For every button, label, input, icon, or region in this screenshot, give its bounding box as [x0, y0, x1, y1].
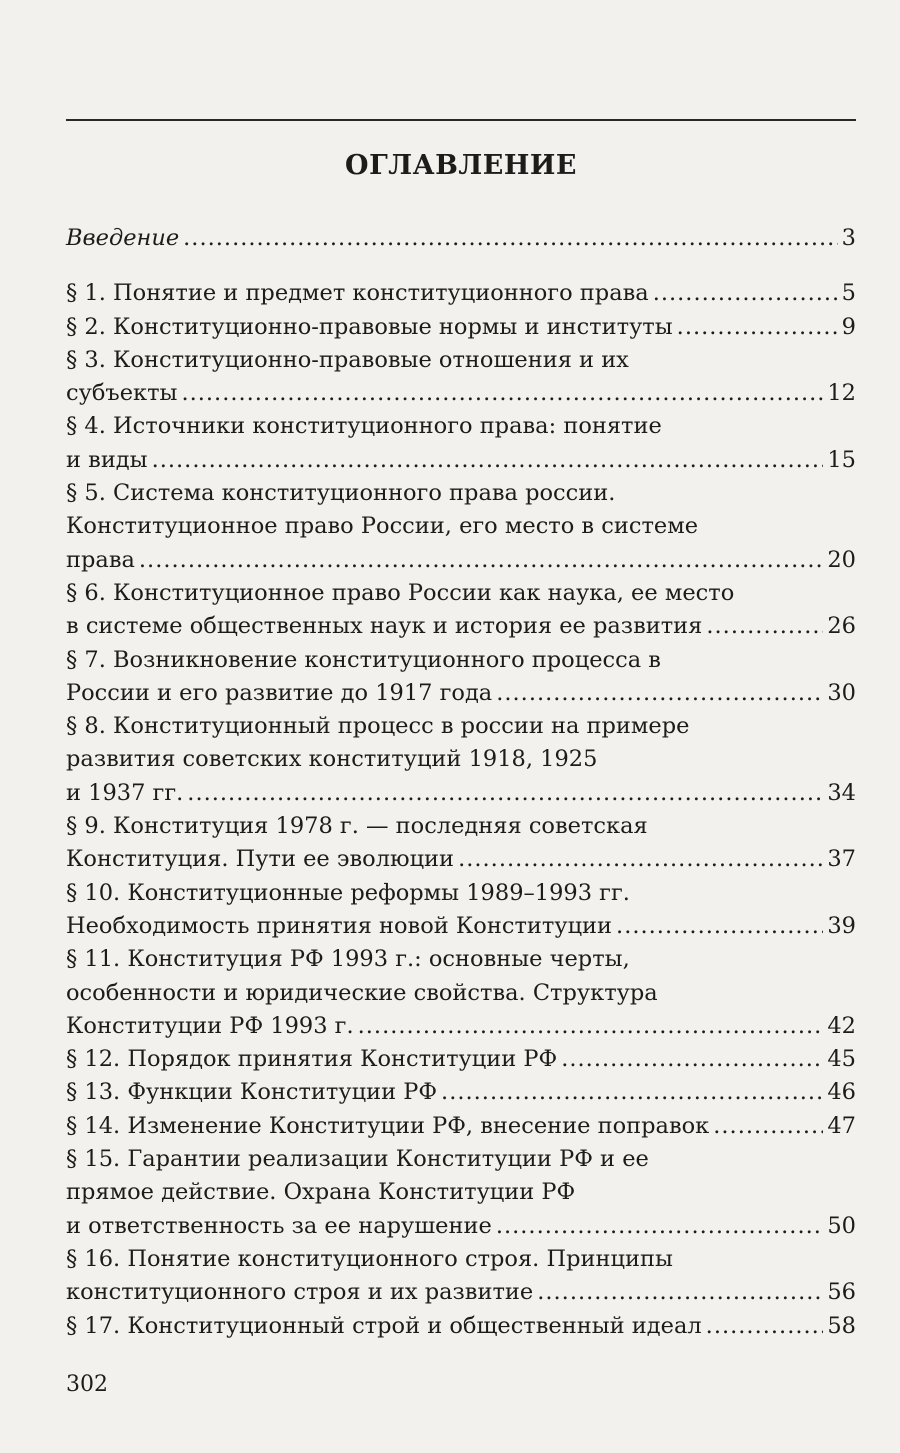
toc-entry-line: § 16. Понятие конституционного строя. Принципы: [66, 1245, 673, 1272]
toc-entry-title: и 1937 гг.: [66, 779, 184, 806]
toc-entry: [66, 1043, 856, 1076]
toc-entry: [66, 477, 856, 577]
toc-entry-last-line: [66, 677, 856, 710]
toc-entry-last-line: [66, 222, 856, 255]
toc-entry-title: и ответственность за ее нарушение: [66, 1212, 492, 1239]
toc-entry: [66, 1143, 856, 1243]
dot-leader: [706, 610, 823, 643]
dot-leader: [537, 1276, 823, 1309]
toc-entry-line: § 10. Конституционные реформы 1989–1993 гг.: [66, 879, 630, 906]
toc-entry-line: особенности и юридические свойства. Структура: [66, 979, 658, 1006]
toc-page-number: 39: [827, 912, 856, 939]
toc-entry-last-line: [66, 1076, 856, 1109]
toc-page-number: 37: [827, 846, 856, 873]
toc-entry: [66, 222, 856, 255]
toc-page-number: 42: [827, 1012, 856, 1039]
dot-leader: [139, 544, 823, 577]
dot-leader: [653, 277, 838, 310]
toc-entry-last-line: [66, 311, 856, 344]
toc-entry-line: прямое действие. Охрана Конституции РФ: [66, 1179, 576, 1206]
toc-entry: [66, 1310, 856, 1343]
toc-entry: [66, 1110, 856, 1143]
toc-entry: [66, 344, 856, 411]
toc-entry-last-line: [66, 910, 856, 943]
toc-entry: [66, 577, 856, 644]
toc-page-number: 46: [827, 1079, 856, 1106]
toc-page-number: 5: [841, 280, 856, 307]
toc-entry-line: § 9. Конституция 1978 г. — последняя советская: [66, 813, 648, 840]
dot-leader: [458, 843, 823, 876]
toc-page-number: 45: [827, 1046, 856, 1073]
toc-entry-line: § 15. Гарантии реализации Конституции РФ и ее: [66, 1146, 649, 1173]
toc-entry-line: § 3. Конституционно-правовые отношения и их: [66, 346, 629, 373]
toc-entry-last-line: [66, 377, 856, 410]
page-number: 302: [66, 1372, 108, 1397]
toc-entry-title: субъекты: [66, 380, 178, 407]
toc-entry-title: § 12. Порядок принятия Конституции РФ: [66, 1046, 558, 1073]
toc-entry-last-line: [66, 843, 856, 876]
toc-entry-last-line: [66, 1276, 856, 1309]
toc-entry: [66, 710, 856, 810]
toc-page-number: 26: [827, 613, 856, 640]
dot-leader: [183, 222, 838, 255]
toc-entry-last-line: [66, 444, 856, 477]
toc-entry-line: развития советских конституций 1918, 1925: [66, 746, 598, 773]
toc-entry-last-line: [66, 277, 856, 310]
toc-entry-last-line: [66, 610, 856, 643]
toc-entry: [66, 877, 856, 944]
toc-entry: [66, 810, 856, 877]
toc-entry-title: Конституция. Пути ее эволюции: [66, 846, 455, 873]
toc-entry: [66, 1243, 856, 1310]
dot-leader: [706, 1310, 824, 1343]
toc-page-number: 47: [827, 1112, 856, 1139]
dot-leader: [677, 311, 838, 344]
toc-entry-title: конституционного строя и их развитие: [66, 1279, 534, 1306]
toc-entry-line: Конституционное право России, его место в системе: [66, 513, 699, 540]
toc-entry-title: в системе общественных наук и история ее развития: [66, 613, 703, 640]
header-rule: [66, 119, 856, 121]
toc-page-number: 9: [841, 313, 856, 340]
dot-leader: [713, 1110, 823, 1143]
toc-entry-title: Введение: [66, 225, 180, 251]
toc-entry: [66, 277, 856, 310]
toc-page-number: 15: [827, 446, 856, 473]
toc-entry: [66, 410, 856, 477]
toc-entry-title: § 13. Функции Конституции РФ: [66, 1079, 438, 1106]
toc-page-number: 56: [827, 1279, 856, 1306]
toc-page-number: 58: [827, 1312, 856, 1339]
toc-entry-line: § 6. Конституционное право России как наука, ее место: [66, 579, 735, 606]
toc-entry: [66, 943, 856, 1043]
toc-entry-title: § 1. Понятие и предмет конституционного права: [66, 280, 649, 307]
toc-entry-title: § 17. Конституционный строй и общественный идеал: [66, 1312, 702, 1339]
toc-page-number: 20: [827, 546, 856, 573]
toc-entry-title: § 14. Изменение Конституции РФ, внесение поправок: [66, 1112, 710, 1139]
toc-entry-line: § 11. Конституция РФ 1993 г.: основные черты,: [66, 946, 630, 973]
toc-entry-line: § 8. Конституционный процесс в россии на примере: [66, 713, 690, 740]
toc-page-number: 12: [827, 380, 856, 407]
toc-entry-last-line: [66, 1043, 856, 1076]
toc-page-number: 3: [841, 225, 856, 251]
dot-leader: [496, 677, 823, 710]
toc-entry: [66, 311, 856, 344]
toc-entry-title: § 2. Конституционно-правовые нормы и институты: [66, 313, 673, 340]
toc-entry-title: Необходимость принятия новой Конституции: [66, 912, 613, 939]
toc-entry-last-line: [66, 1210, 856, 1243]
toc-entry-line: § 4. Источники конституционного права: понятие: [66, 413, 662, 440]
toc-entry: [66, 644, 856, 711]
toc-entry-last-line: [66, 1310, 856, 1343]
dot-leader: [187, 777, 823, 810]
toc-entry-title: России и его развитие до 1917 года: [66, 679, 493, 706]
page-title: ОГЛАВЛЕНИЕ: [345, 150, 577, 181]
dot-leader: [181, 377, 823, 410]
toc-entry-last-line: [66, 1010, 856, 1043]
dot-leader: [616, 910, 823, 943]
dot-leader: [358, 1010, 824, 1043]
toc-entry-line: § 7. Возникновение конституционного процесса в: [66, 646, 661, 673]
toc-entry-title: Конституции РФ 1993 г.: [66, 1012, 354, 1039]
toc-entry-title: и виды: [66, 446, 148, 473]
toc-page-number: 34: [827, 779, 856, 806]
table-of-contents: [66, 222, 856, 1343]
dot-leader: [441, 1076, 823, 1109]
toc-entry-last-line: [66, 1110, 856, 1143]
dot-leader: [496, 1210, 824, 1243]
dot-leader: [561, 1043, 823, 1076]
toc-page-number: 30: [827, 679, 856, 706]
toc-entry-title: права: [66, 546, 135, 573]
toc-entry: [66, 1076, 856, 1109]
toc-entry-last-line: [66, 544, 856, 577]
toc-page-number: 50: [827, 1212, 856, 1239]
dot-leader: [152, 444, 824, 477]
toc-entry-last-line: [66, 777, 856, 810]
toc-entry-line: § 5. Система конституционного права россии.: [66, 480, 616, 507]
